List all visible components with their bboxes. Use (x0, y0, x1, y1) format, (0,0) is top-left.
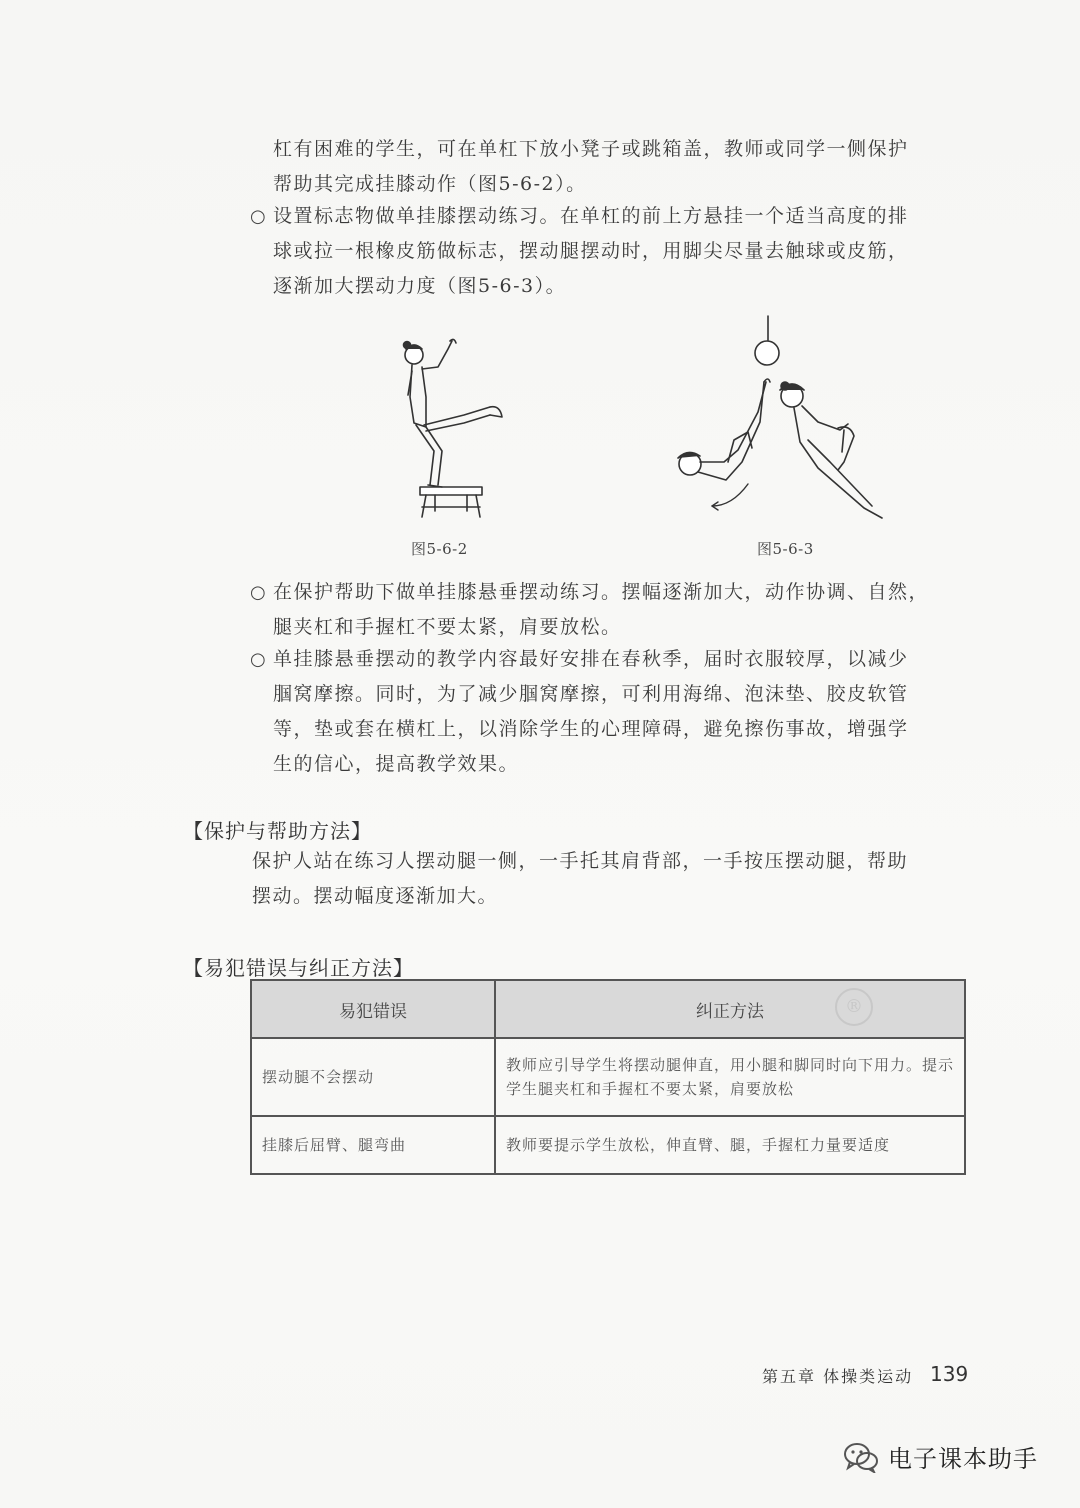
paragraph-continuation (273, 132, 909, 202)
text-line: 帮助其完成挂膝动作（图5-6-2）。 (273, 173, 587, 195)
table-row (251, 1116, 965, 1174)
figure-caption: 图5-6-2 (411, 540, 468, 558)
text-line: 设置标志物做单挂膝摆动练习。在单杠的前上方悬挂一个适当高度的排 (273, 205, 909, 227)
page-number: 139 (930, 1362, 969, 1386)
registered-seal-watermark: ® (835, 988, 873, 1026)
text-line: 生的信心，提高教学效果。 (273, 753, 520, 775)
paragraph-teaching-season (273, 642, 909, 782)
table-row (251, 1038, 965, 1116)
column-header-error: 易犯错误 (251, 980, 495, 1038)
text-line: 等，垫或套在横杠上，以消除学生的心理障碍，避免擦伤事故，增强学 (273, 718, 909, 740)
text-line: 摆动。摆动幅度逐渐加大。 (252, 885, 499, 907)
text-line: 球或拉一根橡皮筋做标志，摆动腿摆动时，用脚尖尽量去触球或皮筋， (273, 240, 909, 262)
figure-swing-ball-target (668, 312, 892, 524)
paragraph-swing-practice (273, 575, 929, 645)
paragraph-marker-practice (273, 199, 909, 304)
bullet-marker: ○ (250, 649, 266, 670)
correction-cell: 教师要提示学生放松，伸直臂、腿，手握杠力量要适度 (495, 1116, 965, 1174)
chapter-footer: 第五章 体操类运动 (762, 1367, 914, 1386)
correction-cell: 教师应引导学生将摆动腿伸直，用小腿和脚同时向下用力。提示学生腿夹杠和手握杠不要太紧，肩要放松 (495, 1038, 965, 1116)
section-heading-protection: 【保护与帮助方法】 (183, 819, 372, 843)
text-line: 杠有困难的学生，可在单杠下放小凳子或跳箱盖，教师或同学一侧保护 (273, 138, 909, 160)
section-heading-errors: 【易犯错误与纠正方法】 (183, 956, 414, 980)
error-cell: 挂膝后屈臂、腿弯曲 (251, 1116, 495, 1174)
text-line: 单挂膝悬垂摆动的教学内容最好安排在春秋季，届时衣服较厚，以减少 (273, 648, 909, 670)
text-line: 保护人站在练习人摆动腿一侧，一手托其肩背部，一手按压摆动腿，帮助 (252, 850, 909, 872)
bullet-marker: ○ (250, 206, 266, 227)
text-line: 腿夹杠和手握杠不要太紧，肩要放松。 (273, 616, 622, 638)
bullet-marker: ○ (250, 582, 266, 603)
text-line: 逐渐加大摆动力度（图5-6-3）。 (273, 275, 567, 297)
brand-name: 电子课本助手 (888, 1445, 1038, 1473)
column-header-correction: 纠正方法 (495, 980, 965, 1038)
text-line: 腘窝摩擦。同时，为了减少腘窝摩擦，可利用海绵、泡沫垫、胶皮软管 (273, 683, 909, 705)
wechat-account-brand (842, 1439, 1038, 1474)
text-line: 在保护帮助下做单挂膝悬垂摆动练习。摆幅逐渐加大，动作协调、自然， (273, 581, 930, 603)
figure-knee-hang-stool (390, 335, 530, 525)
error-cell: 摆动腿不会摆动 (251, 1038, 495, 1116)
paragraph-protection (252, 844, 908, 914)
wechat-icon (842, 1441, 880, 1473)
figure-caption: 图5-6-3 (757, 540, 814, 558)
